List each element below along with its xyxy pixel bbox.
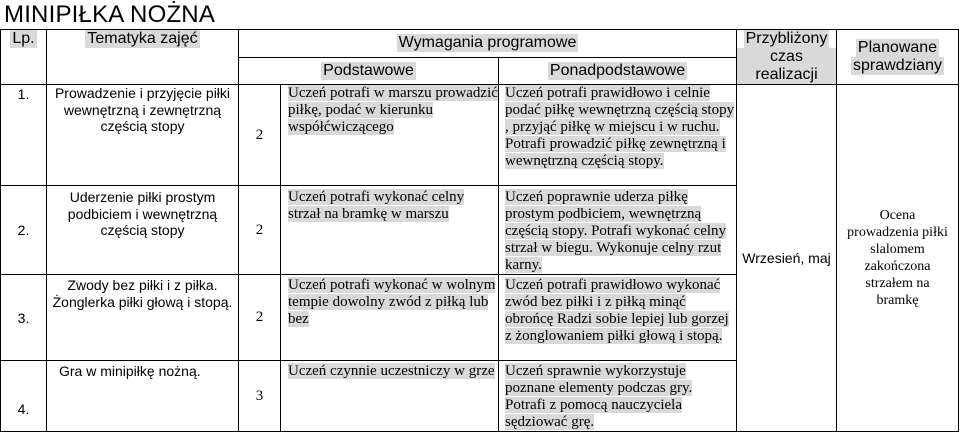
row-hours: 2 bbox=[239, 275, 281, 361]
header-lp: Lp. bbox=[1, 30, 47, 85]
header-planned: Planowane sprawdziany bbox=[837, 30, 959, 85]
row-basic: Uczeń potrafi w marszu prowadzić piłkę, podać w kierunku współćwiczącego bbox=[281, 85, 499, 186]
row-topic: Uderzenie piłki prostym podbiciem i wewnętrzną częścią stopy bbox=[47, 186, 239, 275]
row-topic: Gra w minipiłkę nożną. bbox=[47, 361, 239, 432]
row-advanced: Uczeń sprawnie wykorzystuje poznane elementy podczas gry. Potrafi z pomocą nauczyciela sędziować grę. bbox=[499, 361, 737, 432]
row-topic: Prowadzenie i przyjęcie piłki wewnętrzną i zewnętrzną częścią stopy bbox=[47, 85, 239, 186]
row-number: 4. bbox=[1, 361, 47, 432]
header-basic: Podstawowe bbox=[239, 57, 499, 85]
row-advanced: Uczeń potrafi prawidłowo i celnie podać piłkę wewnętrzną częścią stopy , przyjąć piłkę w miejscu i w ruchu. Potrafi prowadzić piłkę zewnętrzną i wewnętrzną częścią stopy. bbox=[499, 85, 737, 186]
header-time: Przybliżony czas realizacji bbox=[737, 30, 837, 85]
row-hours: 2 bbox=[239, 186, 281, 275]
header-advanced: Ponadpodstawowe bbox=[499, 57, 737, 85]
curriculum-table bbox=[0, 29, 959, 432]
page-title: MINIPIŁKA NOŻNA bbox=[4, 1, 216, 28]
header-topic: Tematyka zajęć bbox=[47, 30, 239, 85]
row-topic: Zwody bez piłki i z piłka. Żonglerka piłki głową i stopą. bbox=[47, 275, 239, 361]
row-advanced: Uczeń poprawnie uderza piłkę prostym podbiciem, wewnętrzną częścią stopy. Potrafi wykonać celny strzał w biegu. Wykonuje celny rzut karny. bbox=[499, 186, 737, 275]
row-basic: Uczeń potrafi wykonać w wolnym tempie dowolny zwód z piłką lub bez bbox=[281, 275, 499, 361]
row-number: 1. bbox=[1, 85, 47, 186]
time-cell: Wrzesień, maj bbox=[737, 85, 837, 432]
row-hours: 3 bbox=[239, 361, 281, 432]
header-row-1 bbox=[1, 30, 959, 58]
row-advanced: Uczeń potrafi prawidłowo wykonać zwód bez piłki i z piłką minąć obrońcę Radzi sobie lepiej lub gorzej z żonglowaniem piłki głową i stopą. bbox=[499, 275, 737, 361]
table-row bbox=[1, 85, 959, 186]
row-basic: Uczeń potrafi wykonać celny strzał na bramkę w marszu bbox=[281, 186, 499, 275]
row-number: 2. bbox=[1, 186, 47, 275]
row-hours: 2 bbox=[239, 85, 281, 186]
row-number: 3. bbox=[1, 275, 47, 361]
planned-test-cell: Ocena prowadzenia piłki slalomem zakończona strzałem na bramkę bbox=[837, 85, 959, 432]
row-basic: Uczeń czynnie uczestniczy w grze bbox=[281, 361, 499, 432]
header-requirements: Wymagania programowe bbox=[239, 30, 737, 58]
